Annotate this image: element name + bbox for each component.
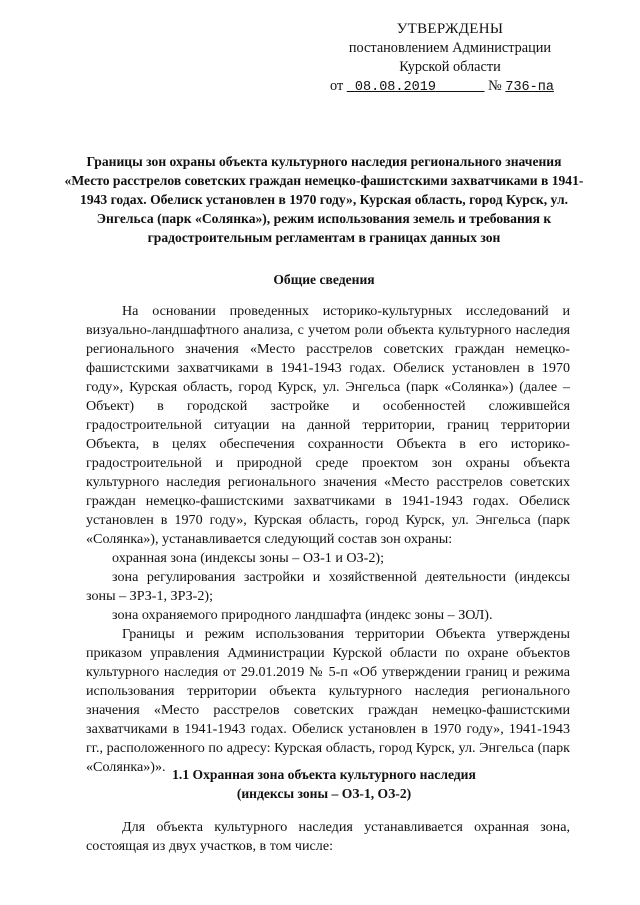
approval-line-1: постановлением Администрации	[348, 40, 552, 56]
number-prefix: №	[488, 78, 502, 94]
approval-line-2: Курской области	[399, 59, 501, 75]
approval-date-line	[300, 77, 600, 97]
general-section-body	[86, 302, 570, 777]
zone-list-item-1: охранная зона (индексы зоны – ОЗ-1 и ОЗ-2);	[112, 550, 384, 566]
general-paragraph-2: Границы и режим использования территории Объекта утверждены приказом управления Администрации Курской области по охране объектов культурного наследия от 29.01.2019 № 5-п «Об утверждении границ и режима использования территории объекта культурного наследия регионального значения «Место расстрелов советских граждан немецко-фашистскими захватчиками в 1941-1943 годах. Обелиск установлен в 1970 году», 1941-1943 гг., расположенного по адресу: Курская область, город Курск, ул. Энгельса (парк «Солянка»)».	[86, 626, 570, 775]
general-heading: Общие сведения	[273, 272, 375, 287]
zone-list-item-2: зона регулирования застройки и хозяйственной деятельности (индексы зоны – ЗРЗ-1, ЗРЗ-2);	[86, 569, 570, 604]
approval-number: 736-па	[505, 80, 554, 95]
section-1-1-paragraph-1: Для объекта культурного наследия устанавливается охранная зона, состоящая из двух участков, в том числе:	[86, 819, 570, 854]
general-paragraph-1: На основании проведенных историко-культурных исследований и визуально-ландшафтного анализа, с учетом роли объекта культурного наследия регионального значения «Место расстрелов советских граждан немецко-фашистскими захватчиками в 1941-1943 годах. Обелиск установлен в 1970 году», Курская область, город Курск, ул. Энгельса (парк «Солянка») (далее – Объект) в городской застройке и особенностей сложившейся градостроительной ситуации на данной территории, границ территории Объекта, в целях обеспечения сохранности Объекта в его историко-градостроительной и природной среде проектом зон охраны объекта культурного наследия регионального значения «Место расстрелов советских граждан немецко-фашистскими захватчиками в 1941-1943 годах. Обелиск установлен в 1970 году», Курская область, город Курск, ул. Энгельса (парк «Солянка»), устанавливается следующий состав зон охраны:	[86, 303, 570, 547]
section-1-1-body	[86, 818, 570, 856]
date-prefix: от	[330, 78, 344, 94]
section-heading-line-1: 1.1 Охранная зона объекта культурного наследия	[172, 767, 476, 782]
approval-block	[300, 20, 600, 97]
document-title: Границы зон охраны объекта культурного наследия регионального значения «Место расстрелов советских граждан немецко-фашистскими захватчиками в 1941-1943 годах. Обелиск установлен в 1970 году», Курская область, город Курск, ул. Энгельса (парк «Солянка»), режим использования земель и требования к градостроительным регламентам в границах данных зон	[64, 154, 584, 245]
approval-date: 08.08.2019	[354, 80, 436, 95]
section-1-1-heading	[64, 765, 584, 803]
section-heading-line-2: (индексы зоны – ОЗ-1, ОЗ-2)	[236, 786, 412, 801]
approval-heading: УТВЕРЖДЕНЫ	[396, 21, 504, 37]
zone-list-item-3: зона охраняемого природного ландшафта (индекс зоны – ЗОЛ).	[112, 607, 493, 623]
